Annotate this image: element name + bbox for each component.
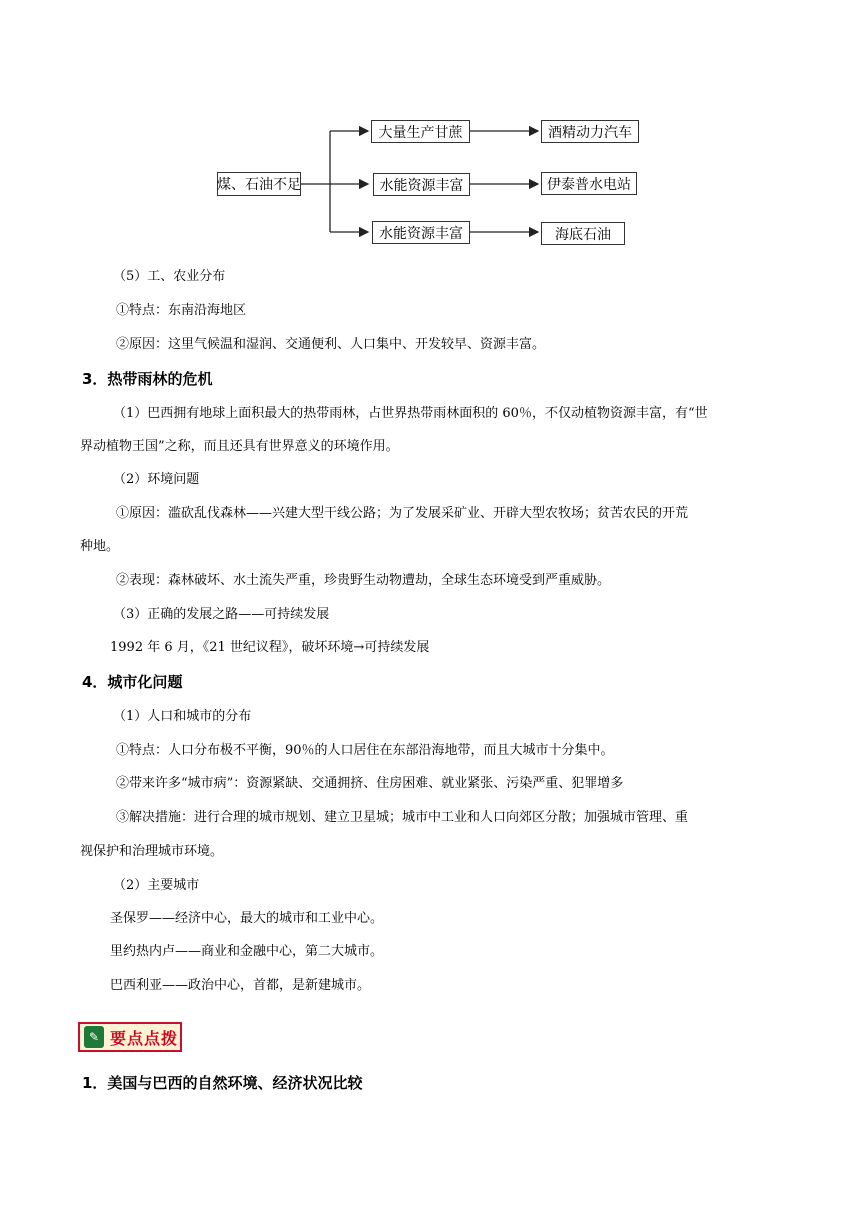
badge-label: 要点点拨	[110, 1028, 179, 1048]
section3-p1-line2: 界动植物王国”之称，而且还具有世界意义的环境作用。	[80, 439, 399, 454]
section4-heading: 4．城市化问题	[82, 673, 183, 691]
section3-p3-text: 1992 年 6 月，《21 世纪议程》，破坏环境→可持续发展	[110, 640, 430, 655]
flowchart	[0, 0, 860, 260]
section3-p2-effect: ②表现：森林破坏、水土流失严重，珍贵野生动物遭劫，全球生态环境受到严重威胁。	[116, 573, 611, 588]
section4-p2-title: （2）主要城市	[113, 878, 200, 893]
section3-p2-reason-line2: 种地。	[80, 539, 120, 554]
section3-p2-title: （2）环境问题	[113, 472, 200, 487]
city-rio: 里约热内卢——商业和金融中心，第二大城市。	[110, 944, 384, 959]
item5-title: （5）工、农业分布	[113, 269, 226, 284]
section3-p3-title: （3）正确的发展之路——可持续发展	[113, 607, 330, 622]
section3-p2-reason-line1: ①原因：滥砍乱伐森林——兴建大型干线公路；为了发展采矿业、开辟大型农牧场；贫苦农民的开荒	[116, 506, 689, 521]
section4-p1-point2: ②带来许多“城市病”：资源紧缺、交通拥挤、住房困难、就业紧张、污染严重、犯罪增多	[116, 776, 624, 791]
key-points-badge	[78, 1022, 182, 1052]
flow-source-box: 煤、石油不足	[217, 172, 301, 196]
section3-p1-line1: （1）巴西拥有地球上面积最大的热带雨林，占世界热带雨林面积的 60％，不仅动植物资源丰富，有“世	[113, 406, 708, 421]
flow-middle-box-2: 水能资源丰富	[373, 173, 470, 196]
city-sao-paulo: 圣保罗——经济中心，最大的城市和工业中心。	[110, 911, 384, 926]
item5-point1: ①特点：东南沿海地区	[116, 303, 247, 318]
flow-result-box-2: 伊泰普水电站	[541, 172, 637, 195]
flow-result-box-1: 酒精动力汽车	[541, 120, 639, 143]
item5-point2: ②原因：这里气候温和湿润、交通便利、人口集中、开发较早、资源丰富。	[116, 337, 546, 352]
section5-heading: 1．美国与巴西的自然环境、经济状况比较	[82, 1074, 363, 1092]
section4-p1-point3-line2: 视保护和治理城市环境。	[80, 844, 224, 859]
flow-middle-box-1: 大量生产甘蔗	[371, 120, 470, 143]
flow-result-box-3: 海底石油	[541, 222, 625, 245]
teacher-icon: ✎	[84, 1026, 104, 1048]
section4-p1-point3-line1: ③解决措施：进行合理的城市规划、建立卫星城；城市中工业和人口向郊区分散；加强城市管理、重	[116, 810, 689, 825]
flow-middle-box-3: 水能资源丰富	[372, 221, 470, 244]
section4-p1-point1: ①特点：人口分布极不平衡，90％的人口居住在东部沿海地带，而且大城市十分集中。	[116, 743, 614, 758]
section3-heading: 3．热带雨林的危机	[82, 370, 213, 388]
section4-p1-title: （1）人口和城市的分布	[113, 709, 252, 724]
city-brasilia: 巴西利亚——政治中心，首都，是新建城市。	[110, 978, 371, 993]
